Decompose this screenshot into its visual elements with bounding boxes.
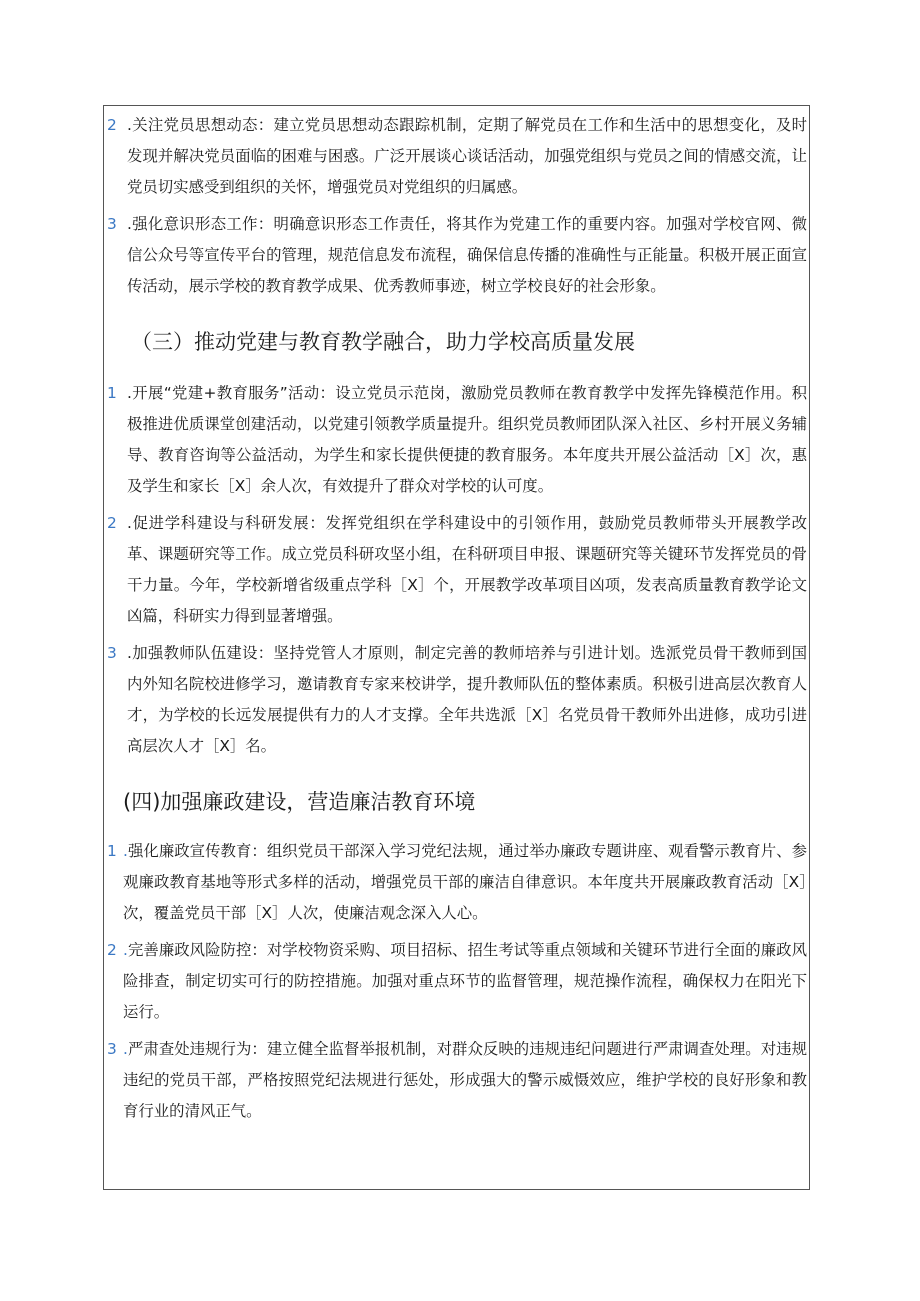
- item-text: .关注党员思想动态：建立党员思想动态跟踪机制，定期了解党员在工作和生活中的思想变化，及时发现并解决党员面临的困难与困惑。广泛开展谈心谈话活动，加强党组织与党员之间的情感交流，让党员切实感受到组织的关怀，增强党员对党组织的归属感。: [127, 116, 807, 196]
- list-item: [105, 508, 807, 632]
- list-item: [105, 638, 807, 762]
- item-number: 2: [107, 514, 117, 532]
- item-dot: .: [123, 941, 128, 959]
- item-number: 1: [107, 842, 117, 860]
- item-text: .促进学科建设与科研发展：发挥党组织在学科建设中的引领作用，鼓励党员教师带头开展教学改革、课题研究等工作。成立党员科研攻坚小组，在科研项目申报、课题研究等关键环节发挥党员的骨干力量。今年，学校新增省级重点学科［X］个，开展教学改革项目凶项，发表高质量教育教学论文凶篇，科研实力得到显著增强。: [127, 514, 807, 625]
- list-item: [105, 935, 807, 1028]
- list-item: [105, 836, 807, 929]
- section-heading-4: (四)加强廉政建设，营造廉洁教育环境: [123, 790, 476, 814]
- list-item: [105, 378, 807, 502]
- list-item: [105, 1034, 807, 1127]
- item-number: 3: [107, 215, 117, 233]
- item-number: 3: [107, 1040, 117, 1058]
- document-body: [105, 110, 807, 1133]
- list-item: [105, 209, 807, 302]
- list-item: [105, 110, 807, 203]
- item-dot: .: [123, 842, 128, 860]
- section-heading-3: （三）推动党建与教育教学融合，助力学校高质量发展: [131, 330, 635, 354]
- item-text: .加强教师队伍建设：坚持党管人才原则，制定完善的教师培养与引进计划。选派党员骨干教师到国内外知名院校进修学习，邀请教育专家来校讲学，提升教师队伍的整体素质。积极引进高层次教育人才，为学校的长远发展提供有力的人才支撑。全年共选派［X］名党员骨干教师外出进修，成功引进高层次人才［X］名。: [127, 644, 807, 755]
- item-text: 完善廉政风险防控：对学校物资采购、项目招标、招生考试等重点领域和关键环节进行全面的廉政风险排查，制定切实可行的防控措施。加强对重点环节的监督管理，规范操作流程，确保权力在阳光下运行。: [123, 941, 807, 1021]
- item-number: 2: [107, 116, 117, 134]
- item-text: .开展“党建+教育服务”活动：设立党员示范岗，激励党员教师在教育教学中发挥先锋模范作用。积极推进优质课堂创建活动，以党建引领教学质量提升。组织党员教师团队深入社区、乡村开展义务辅导、教育咨询等公益活动，为学生和家长提供便捷的教育服务。本年度共开展公益活动［X］次，惠及学生和家长［X］余人次，有效提升了群众对学校的认可度。: [127, 384, 807, 495]
- item-number: 2: [107, 941, 117, 959]
- item-number: 1: [107, 384, 117, 402]
- item-text: .强化意识形态工作：明确意识形态工作责任，将其作为党建工作的重要内容。加强对学校官网、微信公众号等宣传平台的管理，规范信息发布流程，确保信息传播的准确性与正能量。积极开展正面宣传活动，展示学校的教育教学成果、优秀教师事迹，树立学校良好的社会形象。: [127, 215, 807, 295]
- item-text: 强化廉政宣传教育：组织党员干部深入学习党纪法规，通过举办廉政专题讲座、观看警示教育片、参观廉政教育基地等形式多样的活动，增强党员干部的廉洁自律意识。本年度共开展廉政教育活动［X］次，覆盖党员干部［X］人次，使廉洁观念深入人心。: [123, 842, 807, 922]
- item-text: 严肃查处违规行为：建立健全监督举报机制，对群众反映的违规违纪问题进行严肃调查处理。对违规违纪的党员干部，严格按照党纪法规进行惩处，形成强大的警示威慑效应，维护学校的良好形象和教育行业的清风正气。: [123, 1040, 807, 1120]
- item-number: 3: [107, 644, 117, 662]
- item-dot: .: [123, 1040, 128, 1058]
